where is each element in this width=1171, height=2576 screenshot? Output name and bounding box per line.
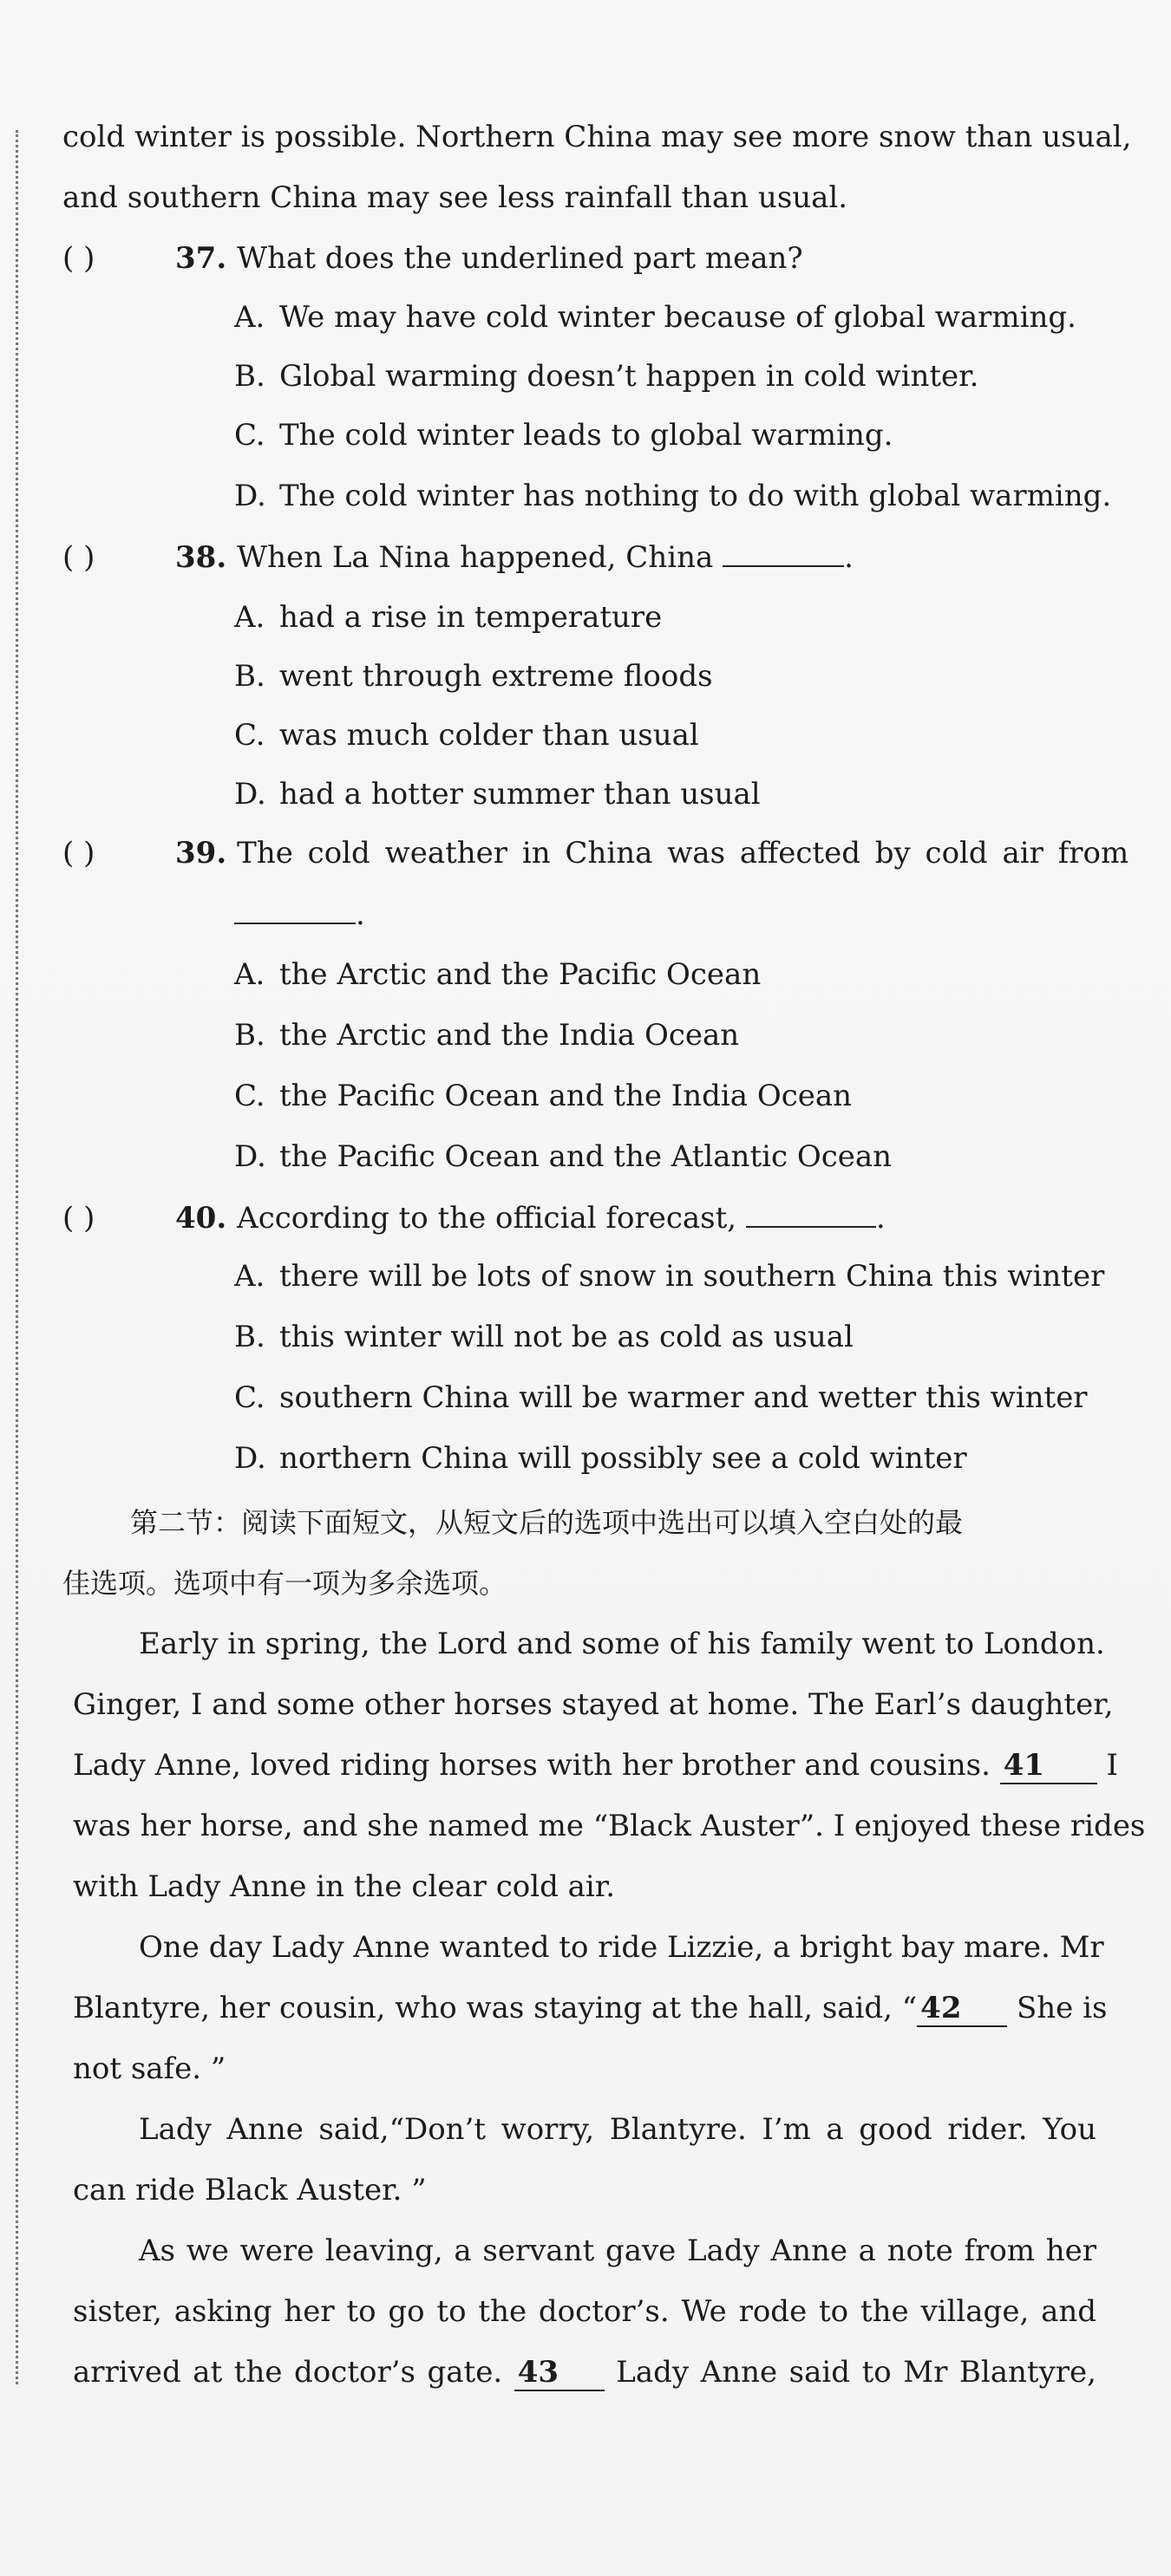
option-text: had a rise in temperature	[279, 600, 663, 635]
option-letter: C.	[234, 1380, 265, 1415]
option-text: went through extreme floods	[279, 659, 713, 694]
option-text: there will be lots of snow in southern China this winter	[279, 1259, 1105, 1294]
option-letter: A.	[234, 957, 265, 992]
passage-line: As we were leaving, a servant gave Lady Anne a note from her	[139, 2234, 1096, 2268]
option-letter: A.	[234, 300, 265, 335]
passage-line: and southern China may see less rainfall than usual.	[62, 180, 848, 215]
option-39-c	[234, 1079, 852, 1113]
passage-line: with Lady Anne in the clear cold air.	[73, 1869, 616, 1904]
passage-text: Blantyre, her cousin, who was staying at the hall, said, “	[73, 1991, 918, 2025]
option-text: the Pacific Ocean and the Atlantic Ocean	[279, 1139, 893, 1174]
option-text: the Arctic and the Pacific Ocean	[279, 957, 762, 992]
question-number: 38.	[175, 540, 227, 575]
option-38-d	[234, 777, 761, 812]
passage-line: was her horse, and she named me “Black Auster”. I enjoyed these rides	[73, 1809, 1146, 1843]
question-stem: When La Nina happened, China	[237, 540, 714, 575]
passage-line: Early in spring, the Lord and some of his family went to London.	[139, 1627, 1105, 1661]
passage-line	[73, 1991, 1108, 2027]
blank-42[interactable]: 42	[917, 1991, 1007, 2027]
option-letter: A.	[234, 1259, 265, 1294]
option-text: The cold winter has nothing to do with global warming.	[279, 479, 1112, 513]
passage-text: I	[1106, 1748, 1118, 1783]
option-text: northern China will possibly see a cold winter	[279, 1441, 967, 1476]
question-number: 37.	[175, 241, 227, 276]
question-number: 39.	[175, 836, 227, 871]
option-37-d	[234, 479, 1111, 513]
stem-end: .	[875, 1201, 886, 1236]
question-39	[62, 836, 1129, 871]
question-39-blank-line	[234, 897, 365, 932]
option-38-b	[234, 659, 713, 694]
option-37-b	[234, 359, 978, 394]
question-stem: According to the official forecast,	[237, 1201, 737, 1236]
answer-paren[interactable]: ( )	[62, 241, 95, 276]
blank-41[interactable]: 41	[1000, 1748, 1097, 1784]
option-letter: D.	[234, 777, 266, 812]
answer-paren[interactable]: ( )	[62, 1201, 95, 1236]
option-38-a	[234, 600, 662, 635]
option-text: had a hotter summer than usual	[279, 777, 761, 812]
binding-dotted-rule	[16, 130, 18, 2384]
option-text: We may have cold winter because of global warming.	[279, 300, 1076, 335]
option-text: was much colder than usual	[279, 718, 699, 753]
option-letter: C.	[234, 1079, 265, 1113]
stem-end: .	[356, 897, 365, 932]
passage-line: cold winter is possible. Northern China may see more snow than usual,	[62, 120, 1132, 154]
answer-blank[interactable]	[746, 1200, 876, 1228]
option-39-d	[234, 1139, 892, 1174]
passage-text: arrived at the doctor’s gate.	[73, 2355, 503, 2390]
option-40-b	[234, 1320, 854, 1354]
answer-blank[interactable]	[723, 539, 844, 567]
answer-paren[interactable]: ( )	[62, 836, 95, 871]
answer-blank[interactable]	[234, 897, 356, 924]
option-text: this winter will not be as cold as usual	[279, 1320, 854, 1354]
question-37	[62, 241, 803, 276]
option-letter: D.	[234, 479, 266, 513]
passage-text: Lady Anne said to Mr Blantyre,	[616, 2355, 1096, 2390]
option-37-a	[234, 300, 1076, 335]
option-40-d	[234, 1441, 967, 1476]
option-text: Global warming doesn’t happen in cold winter.	[279, 359, 979, 394]
option-text: southern China will be warmer and wetter this winter	[279, 1380, 1088, 1415]
passage-text: Lady Anne, loved riding horses with her brother and cousins.	[73, 1748, 991, 1783]
passage-line: One day Lady Anne wanted to ride Lizzie, a bright bay mare. Mr	[139, 1930, 1104, 1965]
option-text: the Arctic and the India Ocean	[279, 1018, 740, 1053]
passage-line: not safe. ”	[73, 2051, 226, 2086]
option-letter: A.	[234, 600, 265, 635]
question-38	[62, 539, 854, 575]
blank-43[interactable]: 43	[514, 2355, 605, 2391]
question-stem: What does the underlined part mean?	[237, 241, 803, 276]
question-stem: The cold weather in China was affected by cold air from	[237, 836, 1129, 871]
section-instruction: 第二节：阅读下面短文，从短文后的选项中选出可以填入空白处的最	[130, 1506, 964, 1539]
passage-line: Lady Anne said,“Don’t worry, Blantyre. I’m a good rider. You	[139, 2112, 1096, 2147]
stem-end: .	[844, 540, 854, 575]
section-instruction: 佳选项。选项中有一项为多余选项。	[62, 1567, 507, 1600]
passage-line: Ginger, I and some other horses stayed at home. The Earl’s daughter,	[73, 1687, 1114, 1722]
passage-line	[73, 2355, 1096, 2391]
option-text: the Pacific Ocean and the India Ocean	[279, 1079, 853, 1113]
question-number: 40.	[175, 1201, 227, 1236]
option-letter: B.	[234, 1018, 265, 1053]
option-37-c	[234, 418, 893, 453]
passage-line: can ride Black Auster. ”	[73, 2173, 427, 2208]
option-40-c	[234, 1380, 1088, 1415]
option-39-a	[234, 957, 761, 992]
option-40-a	[234, 1259, 1104, 1294]
question-40	[62, 1200, 886, 1236]
option-letter: C.	[234, 718, 265, 753]
passage-text: She is	[1016, 1991, 1108, 2025]
option-letter: B.	[234, 659, 265, 694]
passage-line	[73, 1748, 1118, 1784]
option-39-b	[234, 1018, 739, 1053]
option-letter: C.	[234, 418, 265, 453]
option-text: The cold winter leads to global warming.	[279, 418, 893, 453]
option-letter: B.	[234, 359, 265, 394]
option-letter: B.	[234, 1320, 265, 1354]
passage-line: sister, asking her to go to the doctor’s. We rode to the village, and	[73, 2294, 1096, 2329]
option-letter: D.	[234, 1441, 266, 1476]
option-38-c	[234, 718, 699, 753]
option-letter: D.	[234, 1139, 266, 1174]
answer-paren[interactable]: ( )	[62, 540, 95, 575]
